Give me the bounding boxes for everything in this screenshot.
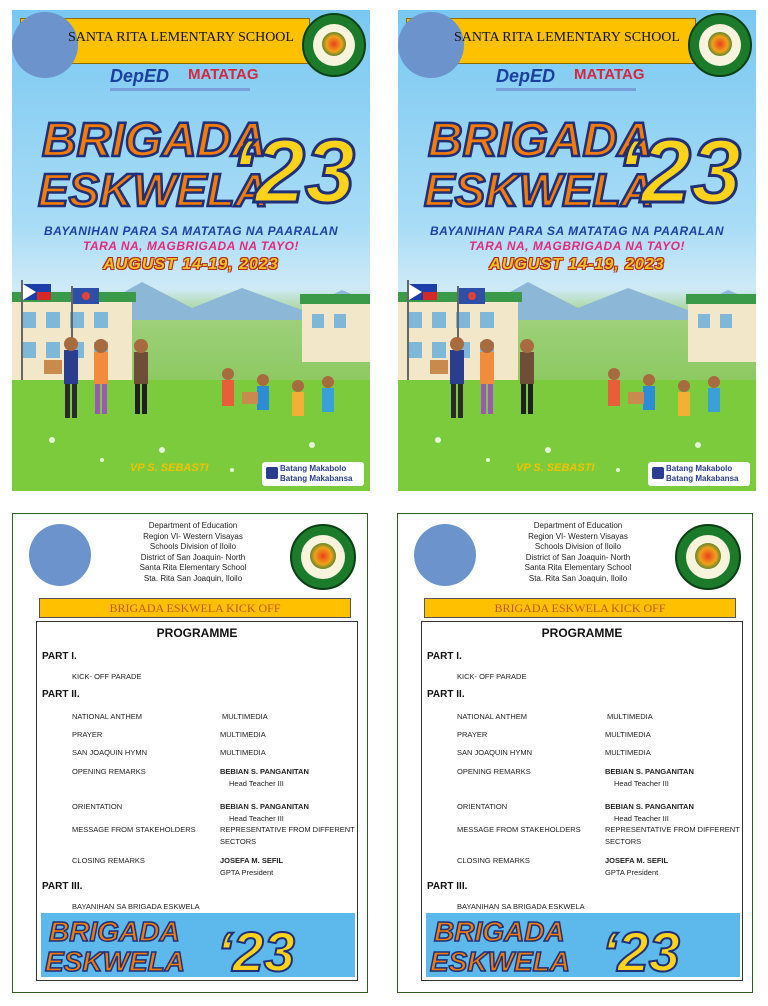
mini-title-year: ‘23 <box>602 920 680 977</box>
part-1-item: KICK- OFF PARADE <box>72 672 142 681</box>
activity-name: ORIENTATION <box>457 802 508 811</box>
part-3-item: BAYANIHAN SA BRIGADA ESKWELA <box>72 902 200 911</box>
title-eskwela: ESKWELA <box>38 164 268 216</box>
activity-role: Head Teacher III <box>614 814 669 823</box>
letterhead-line: Department of Education <box>148 521 238 530</box>
activity-responsible: MULTIMEDIA <box>605 730 651 739</box>
footer-logo-line1: Batang Makabolo <box>280 464 347 473</box>
mini-title-brigada: BRIGADA <box>49 916 180 947</box>
deped-logo: DepED <box>496 66 556 86</box>
brigada-poster-left <box>12 10 370 491</box>
activity-role: Head Teacher III <box>614 779 669 788</box>
activity-name: SAN JOAQUIN HYMN <box>457 748 533 757</box>
footer-logo-line2: Batang Makabansa <box>666 474 739 483</box>
activity-responsible: MULTIMEDIA <box>605 748 651 757</box>
title-year: ‘23 <box>616 122 742 222</box>
activity-name: CLOSING REMARKS <box>72 856 145 865</box>
letterhead-line: Schools Division of Iloilo <box>534 542 622 551</box>
school-seal-icon <box>290 524 356 590</box>
school-seal-icon <box>688 13 752 77</box>
letterhead-line: Region VI- Western Visayas <box>143 531 243 541</box>
placeholder-circle <box>414 524 476 586</box>
part-2-heading: PART II. <box>42 689 80 700</box>
matatag-logo: MATATAG <box>574 66 645 83</box>
activity-name: PRAYER <box>72 730 103 739</box>
letterhead-line: Santa Rita Elementary School <box>524 563 632 572</box>
footer-logo-line2: Batang Makabansa <box>280 474 353 483</box>
letterhead-line: Sta. Rita San Joaquin, Iloilo <box>528 573 628 583</box>
school-seal-icon <box>675 524 741 590</box>
activity-responsible: MULTIMEDIA <box>607 712 653 721</box>
event-date: AUGUST 14-19, 2023 <box>489 256 665 273</box>
activity-role: Head Teacher III <box>229 814 284 823</box>
batang-makabolo-logo <box>262 462 364 486</box>
programme-sheet-right <box>397 513 753 993</box>
activity-role: GPTA President <box>220 868 274 877</box>
tagline-bayanihan: BAYANIHAN PARA SA MATATAG NA PAARALAN <box>43 224 339 238</box>
programme-sheet-left <box>12 513 368 993</box>
activity-responsible: BEBIAN S. PANGANITAN <box>605 767 694 776</box>
title-eskwela: ESKWELA <box>424 164 654 216</box>
activity-name: NATIONAL ANTHEM <box>457 712 528 721</box>
school-name: SANTA RITA LEMENTARY SCHOOL <box>68 30 294 45</box>
school-seal-icon <box>302 13 366 77</box>
part-1-heading: PART I. <box>42 651 77 662</box>
title-brigada: BRIGADA <box>42 114 266 167</box>
letterhead <box>103 521 283 584</box>
placeholder-circle <box>29 524 91 586</box>
activity-responsible: JOSEFA M. SEFIL <box>605 856 669 865</box>
part-3-item: BAYANIHAN SA BRIGADA ESKWELA <box>457 902 585 911</box>
batang-makabolo-logo <box>648 462 750 486</box>
activity-responsible: MULTIMEDIA <box>220 730 266 739</box>
activity-responsible: JOSEFA M. SEFIL <box>220 856 284 865</box>
logo-underline <box>110 88 250 91</box>
programme-title: PROGRAMME <box>541 626 623 640</box>
activity-name: OPENING REMARKS <box>457 767 531 776</box>
activity-role: SECTORS <box>605 837 642 846</box>
logo-underline <box>496 88 636 91</box>
activity-name: OPENING REMARKS <box>72 767 146 776</box>
activity-name: NATIONAL ANTHEM <box>72 712 143 721</box>
activity-name: CLOSING REMARKS <box>457 856 530 865</box>
letterhead-line: District of San Joaquin- North <box>140 552 246 562</box>
deped-logo: DepED <box>110 66 170 86</box>
activity-responsible: MULTIMEDIA <box>222 712 268 721</box>
letterhead-line: Santa Rita Elementary School <box>139 563 247 572</box>
kickoff-banner: BRIGADA ESKWELA KICK OFF <box>39 598 351 618</box>
family-icon <box>652 467 664 479</box>
brigada-eskwela-title <box>32 106 356 222</box>
tagline-tara-na: TARA NA, MAGBRIGADA NA TAYO! <box>83 239 299 253</box>
activity-responsible: BEBIAN S. PANGANITAN <box>220 802 309 811</box>
mini-title-eskwela: ESKWELA <box>45 946 185 977</box>
activity-name: MESSAGE FROM STAKEHOLDERS <box>72 825 196 834</box>
mini-title-brigada: BRIGADA <box>434 916 565 947</box>
activity-responsible: BEBIAN S. PANGANITAN <box>605 802 694 811</box>
brigada-eskwela-title <box>418 106 742 222</box>
activity-name: ORIENTATION <box>72 802 123 811</box>
part-3-heading: PART III. <box>42 881 83 892</box>
activity-responsible: BEBIAN S. PANGANITAN <box>220 767 309 776</box>
brigada-eskwela-mini-title <box>426 913 740 977</box>
activity-responsible: REPRESENTATIVE FROM DIFFERENT <box>605 825 740 834</box>
letterhead-line: Sta. Rita San Joaquin, Iloilo <box>143 573 243 583</box>
letterhead-line: Schools Division of Iloilo <box>149 542 237 551</box>
activity-name: PRAYER <box>457 730 488 739</box>
school-scene-illustration <box>398 280 756 491</box>
activity-role: Head Teacher III <box>229 779 284 788</box>
school-scene-illustration <box>12 280 370 491</box>
brigada-poster-right <box>398 10 756 491</box>
school-name: SANTA RITA LEMENTARY SCHOOL <box>454 30 680 45</box>
part-2-heading: PART II. <box>427 689 465 700</box>
letterhead-line: Department of Education <box>533 521 623 530</box>
footer-logo-line1: Batang Makabolo <box>666 464 733 473</box>
family-icon <box>266 467 278 479</box>
part-3-heading: PART III. <box>427 881 468 892</box>
letterhead-line: District of San Joaquin- North <box>525 552 631 562</box>
title-brigada: BRIGADA <box>428 114 652 167</box>
activity-responsible: REPRESENTATIVE FROM DIFFERENT <box>220 825 355 834</box>
letterhead <box>488 521 668 584</box>
activity-name: SAN JOAQUIN HYMN <box>72 748 148 757</box>
mini-title-year: ‘23 <box>217 920 295 977</box>
kickoff-banner: BRIGADA ESKWELA KICK OFF <box>424 598 736 618</box>
activity-role: GPTA President <box>605 868 659 877</box>
poster-footer-text: VP S. SEBASTI <box>130 462 209 474</box>
tagline-tara-na: TARA NA, MAGBRIGADA NA TAYO! <box>469 239 685 253</box>
matatag-logo: MATATAG <box>188 66 259 83</box>
tagline-bayanihan: BAYANIHAN PARA SA MATATAG NA PAARALAN <box>429 224 725 238</box>
activity-responsible: MULTIMEDIA <box>220 748 266 757</box>
letterhead-line: Region VI- Western Visayas <box>528 531 628 541</box>
programme-box <box>421 621 743 981</box>
part-1-heading: PART I. <box>427 651 462 662</box>
programme-box <box>36 621 358 981</box>
mini-title-eskwela: ESKWELA <box>430 946 570 977</box>
activity-name: MESSAGE FROM STAKEHOLDERS <box>457 825 581 834</box>
programme-title: PROGRAMME <box>156 626 238 640</box>
poster-footer-text: VP S. SEBASTI <box>516 462 595 474</box>
brigada-eskwela-mini-title <box>41 913 355 977</box>
part-1-item: KICK- OFF PARADE <box>457 672 527 681</box>
activity-role: SECTORS <box>220 837 257 846</box>
event-date: AUGUST 14-19, 2023 <box>103 256 279 273</box>
title-year: ‘23 <box>230 122 356 222</box>
